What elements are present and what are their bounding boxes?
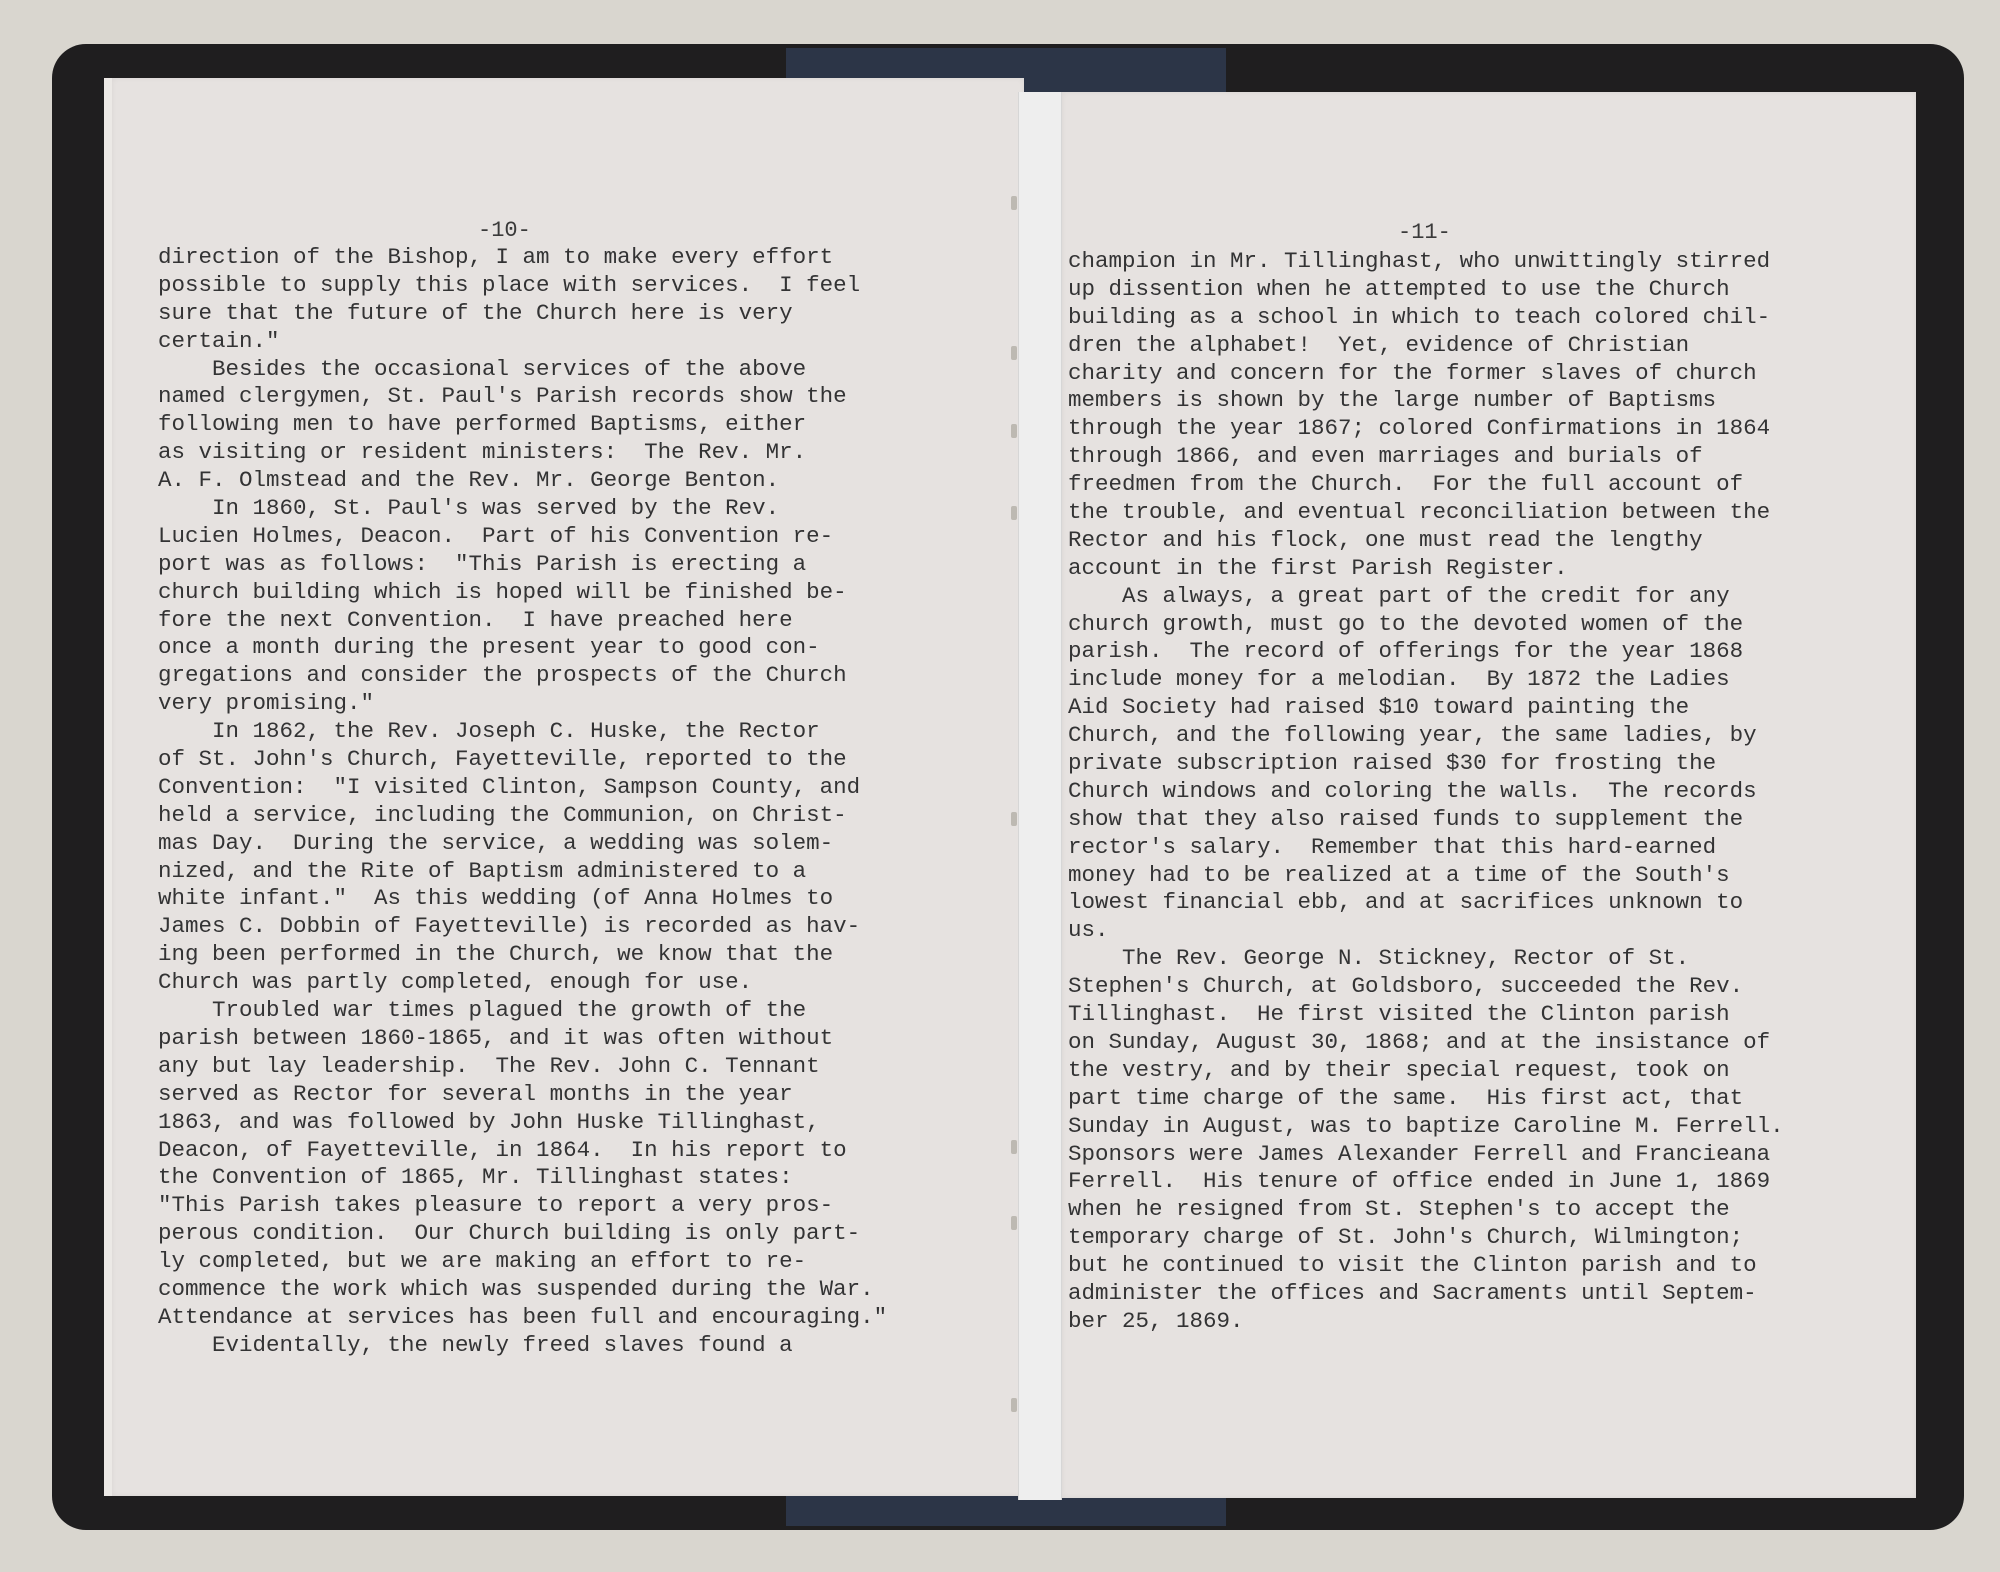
text-line: parish between 1860-1865, and it was often without (158, 1024, 834, 1051)
text-line: Deacon, of Fayetteville, in 1864. In his report to (158, 1136, 847, 1163)
text-line: As always, a great part of the credit for any (1068, 582, 1730, 609)
text-line: rector's salary. Remember that this hard-earned (1068, 833, 1717, 860)
text-line: The Rev. George N. Stickney, Rector of St. (1068, 945, 1690, 972)
stitch-hole (1011, 506, 1017, 520)
text-line: but he continued to visit the Clinton parish and to (1068, 1252, 1757, 1279)
stitch-hole (1011, 1398, 1017, 1412)
text-line: sure that the future of the Church here is very (158, 299, 793, 326)
text-line: Sunday in August, was to baptize Caroline M. Ferrell. (1068, 1112, 1784, 1139)
stitch-hole (1011, 1140, 1017, 1154)
text-line: Stephen's Church, at Goldsboro, succeeded the Rev. (1068, 973, 1744, 1000)
text-line: account in the first Parish Register. (1068, 554, 1568, 581)
text-line: freedmen from the Church. For the full account of (1068, 471, 1744, 498)
text-line: dren the alphabet! Yet, evidence of Christian (1068, 331, 1690, 358)
text-line: named clergymen, St. Paul's Parish records show the (158, 383, 847, 410)
text-line: once a month during the present year to good con- (158, 634, 820, 661)
left-page (104, 78, 1024, 1496)
text-line: ber 25, 1869. (1068, 1307, 1244, 1334)
stitch-hole (1011, 346, 1017, 360)
text-line: ly completed, but we are making an effort to re- (158, 1248, 807, 1275)
text-line: through 1866, and even marriages and burials of (1068, 443, 1703, 470)
stitch-hole (1011, 424, 1017, 438)
text-line: James C. Dobbin of Fayetteville) is recorded as hav- (158, 913, 861, 940)
text-line: mas Day. During the service, a wedding was solem- (158, 829, 834, 856)
text-line: champion in Mr. Tillinghast, who unwittingly stirred (1068, 248, 1771, 274)
stitch-hole (1011, 812, 1017, 826)
text-line: charity and concern for the former slaves of church (1068, 359, 1757, 386)
text-line: on Sunday, August 30, 1868; and at the insistance of (1068, 1028, 1771, 1055)
text-line: Church windows and coloring the walls. The records (1068, 777, 1757, 804)
text-line: when he resigned from St. Stephen's to accept the (1068, 1196, 1730, 1223)
text-line: temporary charge of St. John's Church, Wilmington; (1068, 1224, 1744, 1251)
right-page (1062, 92, 1916, 1498)
text-line: lowest financial ebb, and at sacrifices unknown to (1068, 889, 1744, 916)
left-page-number: -10- (478, 218, 531, 243)
text-line: any but lay leadership. The Rev. John C. Tennant (158, 1052, 820, 1079)
text-line: certain." (158, 327, 280, 354)
text-line: Evidentally, the newly freed slaves found a (158, 1331, 793, 1358)
text-line: In 1862, the Rev. Joseph C. Huske, the Rector (158, 718, 820, 745)
text-line: Ferrell. His tenure of office ended in June 1, 1869 (1068, 1168, 1771, 1195)
text-line: In 1860, St. Paul's was served by the Rev. (158, 495, 780, 522)
text-line: church building which is hoped will be finished be- (158, 578, 847, 605)
text-line: 1863, and was followed by John Huske Tillinghast, (158, 1108, 820, 1135)
text-line: possible to supply this place with services. I feel (158, 271, 861, 298)
stitch-hole (1011, 196, 1017, 210)
text-line: the trouble, and eventual reconciliation between the (1068, 499, 1771, 526)
text-line: part time charge of the same. His first act, that (1068, 1084, 1744, 1111)
text-line: very promising." (158, 690, 375, 717)
text-line: show that they also raised funds to supplement the (1068, 805, 1744, 832)
text-line: us. (1068, 917, 1109, 944)
text-line: parish. The record of offerings for the year 1868 (1068, 638, 1744, 665)
text-line: served as Rector for several months in the year (158, 1080, 793, 1107)
text-line: private subscription raised $30 for frosting the (1068, 750, 1717, 777)
text-line: commence the work which was suspended during the War. (158, 1275, 874, 1302)
text-line: Church was partly completed, enough for use. (158, 969, 753, 996)
text-line: church growth, must go to the devoted women of the (1068, 610, 1744, 637)
text-line: following men to have performed Baptisms, either (158, 411, 807, 438)
text-line: fore the next Convention. I have preached here (158, 606, 793, 633)
binding-tape (1018, 92, 1062, 1500)
stitch-hole (1011, 1216, 1017, 1230)
text-line: administer the offices and Sacraments until Septem- (1068, 1279, 1757, 1306)
text-line: ing been performed in the Church, we know that the (158, 941, 834, 968)
text-line: Tillinghast. He first visited the Clinton parish (1068, 1001, 1730, 1028)
text-line: Aid Society had raised $10 toward painting the (1068, 694, 1690, 721)
text-line: Church, and the following year, the same ladies, by (1068, 722, 1757, 749)
text-line: white infant." As this wedding (of Anna Holmes to (158, 885, 834, 912)
text-line: Lucien Holmes, Deacon. Part of his Convention re- (158, 522, 834, 549)
text-line: gregations and consider the prospects of the Church (158, 662, 847, 689)
right-page-number: -11- (1398, 220, 1451, 245)
text-line: "This Parish takes pleasure to report a very pros- (158, 1192, 834, 1219)
text-line: A. F. Olmstead and the Rev. Mr. George Benton. (158, 467, 780, 494)
text-line: Sponsors were James Alexander Ferrell and Francieana (1068, 1140, 1771, 1167)
text-line: nized, and the Rite of Baptism administered to a (158, 857, 807, 884)
text-line: include money for a melodian. By 1872 the Ladies (1068, 666, 1730, 693)
text-line: the Convention of 1865, Mr. Tillinghast states: (158, 1164, 793, 1191)
text-line: Attendance at services has been full and encouraging." (158, 1303, 888, 1330)
text-line: of St. John's Church, Fayetteville, reported to the (158, 746, 847, 773)
text-line: the vestry, and by their special request, took on (1068, 1056, 1730, 1083)
left-page-text (158, 244, 887, 1360)
text-line: building as a school in which to teach colored chil- (1068, 303, 1771, 330)
text-line: perous condition. Our Church building is only part- (158, 1220, 861, 1247)
right-page-text (1068, 248, 1784, 1336)
text-line: Besides the occasional services of the above (158, 355, 807, 382)
text-line: direction of the Bishop, I am to make every effort (158, 244, 834, 270)
text-line: held a service, including the Communion, on Christ- (158, 801, 847, 828)
text-line: members is shown by the large number of Baptisms (1068, 387, 1717, 414)
text-line: as visiting or resident ministers: The Rev. Mr. (158, 439, 807, 466)
text-line: port was as follows: "This Parish is erecting a (158, 550, 807, 577)
text-line: through the year 1867; colored Confirmations in 1864 (1068, 415, 1771, 442)
text-line: money had to be realized at a time of the South's (1068, 861, 1730, 888)
text-line: Rector and his flock, one must read the lengthy (1068, 526, 1703, 553)
text-line: up dissention when he attempted to use the Church (1068, 275, 1730, 302)
text-line: Troubled war times plagued the growth of the (158, 997, 807, 1024)
text-line: Convention: "I visited Clinton, Sampson County, and (158, 773, 861, 800)
